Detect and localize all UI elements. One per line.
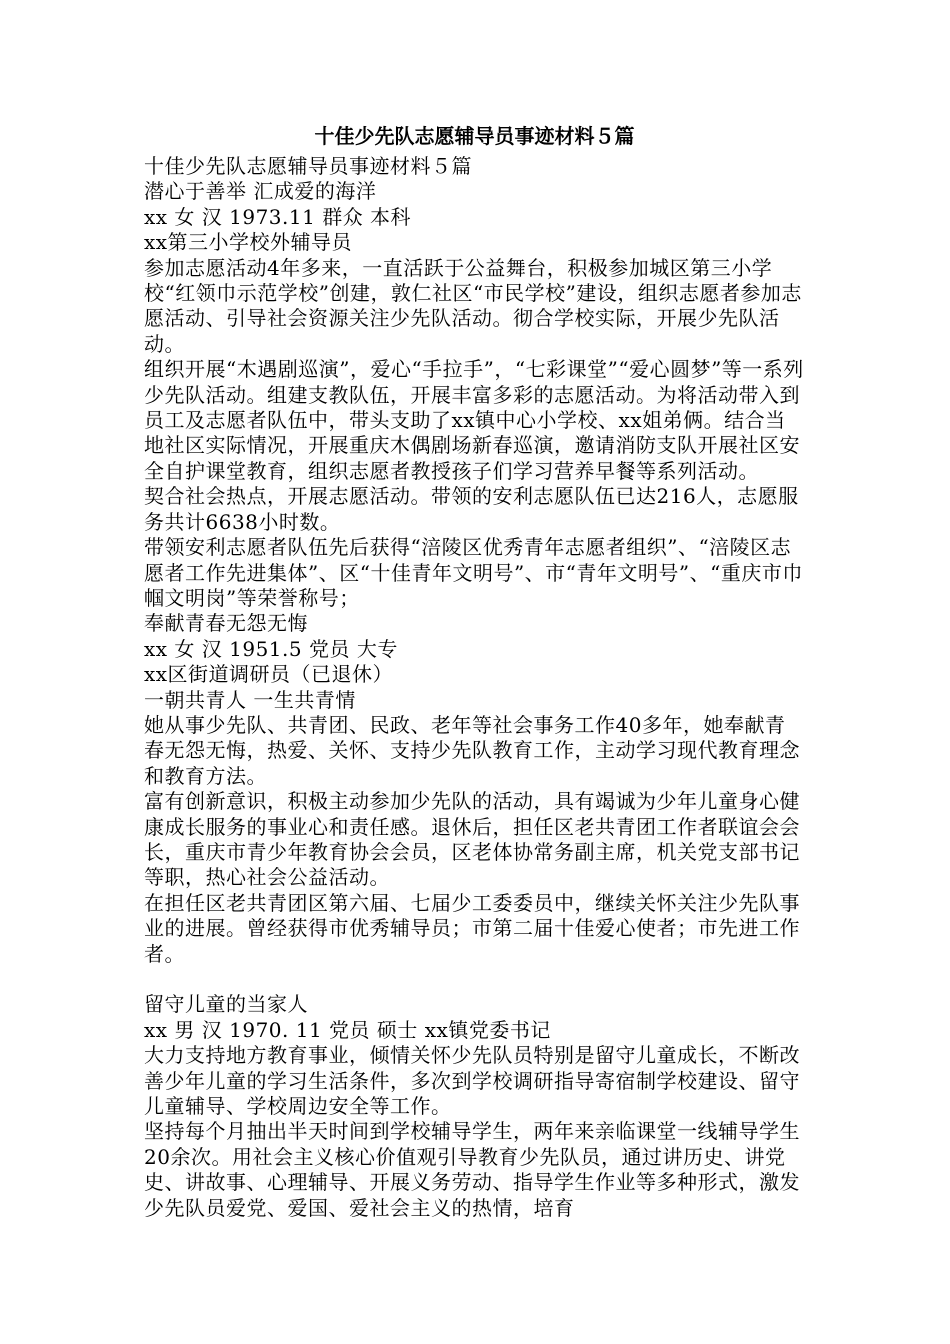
paragraph: 契合社会热点，开展志愿活动。带领的安利志愿队伍已达216人，志愿服务共计6638小时数。 xyxy=(144,484,799,534)
paragraph: 潜心于善举 汇成爱的海洋 xyxy=(144,179,377,204)
paragraph: 带领安利志愿者队伍先后获得“涪陵区优秀青年志愿者组织”、“涪陵区志愿者工作先进集体”、区“十佳青年文明号”、市“青年文明号”、“重庆市巾帼文明岗”等荣誉称号； xyxy=(144,535,803,610)
paragraph: 富有创新意识，积极主动参加少先队的活动，具有竭诚为少年儿童身心健康成长服务的事业心和责任感。退休后，担任区老共青团工作者联谊会会长，重庆市青少年教育协会会员，区老体协常务副主席，机关党支部书记等职，热心社会公益活动。 xyxy=(144,789,800,890)
paragraph: xx 女 汉 1951.5 党员 大专 xyxy=(144,636,398,661)
paragraph: 奉献青春无怨无悔 xyxy=(144,611,308,636)
blank-line xyxy=(144,967,805,992)
paragraph: 她从事少先队、共青团、民政、老年等社会事务工作40多年，她奉献青春无怨无悔，热爱、关怀、支持少先队教育工作，主动学习现代教育理念和教育方法。 xyxy=(144,712,800,788)
paragraph: 坚持每个月抽出半天时间到学校辅导学生，两年来亲临课堂一线辅导学生20余次。用社会主义核心价值观引导教育少先队员，通过讲历史、讲党史、讲故事、心理辅导、开展义务劳动、指导学生作业等多种形式，激发少先队员爱党、爱国、爱社会主义的热情，培育 xyxy=(144,1119,800,1220)
paragraph: xx 女 汉 1973.11 群众 本科 xyxy=(144,204,412,229)
document-body xyxy=(144,154,805,1221)
paragraph: 留守儿童的当家人 xyxy=(144,992,308,1017)
document-title: 十佳少先队志愿辅导员事迹材料５篇 xyxy=(314,124,635,148)
paragraph: 大力支持地方教育事业，倾情关怀少先队员特别是留守儿童成长，不断改善少年儿童的学习生活条件，多次到学校调研指导寄宿制学校建设、留守儿童辅导、学校周边安全等工作。 xyxy=(144,1043,800,1119)
paragraph: 参加志愿活动4年多来，一直活跃于公益舞台，积极参加城区第三小学校“红领巾示范学校”创建，敦仁社区“市民学校”建设，组织志愿者参加志愿活动、引导社会资源关注少先队活动。彻合学校实际，开展少先队活动。 xyxy=(144,255,802,356)
paragraph: xx 男 汉 1970. 11 党员 硕士 xx镇党委书记 xyxy=(144,1017,551,1042)
paragraph: xx第三小学校外辅导员 xyxy=(144,230,353,255)
paragraph: 一朝共青人 一生共青情 xyxy=(144,687,356,712)
paragraph: 组织开展“木遇剧巡演”，爱心“手拉手”，“七彩课堂”“爱心圆梦”等一系列少先队活动。组建支教队伍，开展丰富多彩的志愿活动。为将活动带入到员工及志愿者队伍中，带头支助了xx镇中心小学校、xx姐弟俩。结合当地社区实际情况，开展重庆木偶剧场新春巡演，邀请消防支队开展社区安全自护课堂教育，组织志愿者教授孩子们学习营养早餐等系列活动。 xyxy=(144,357,804,483)
paragraph: 在担任区老共青团区第六届、七届少工委委员中，继续关怀关注少先队事业的进展。曾经获得市优秀辅导员；市第二届十佳爱心使者；市先进工作者。 xyxy=(144,890,800,966)
paragraph: xx区街道调研员（已退休） xyxy=(144,662,394,687)
paragraph: 十佳少先队志愿辅导员事迹材料５篇 xyxy=(144,154,472,178)
